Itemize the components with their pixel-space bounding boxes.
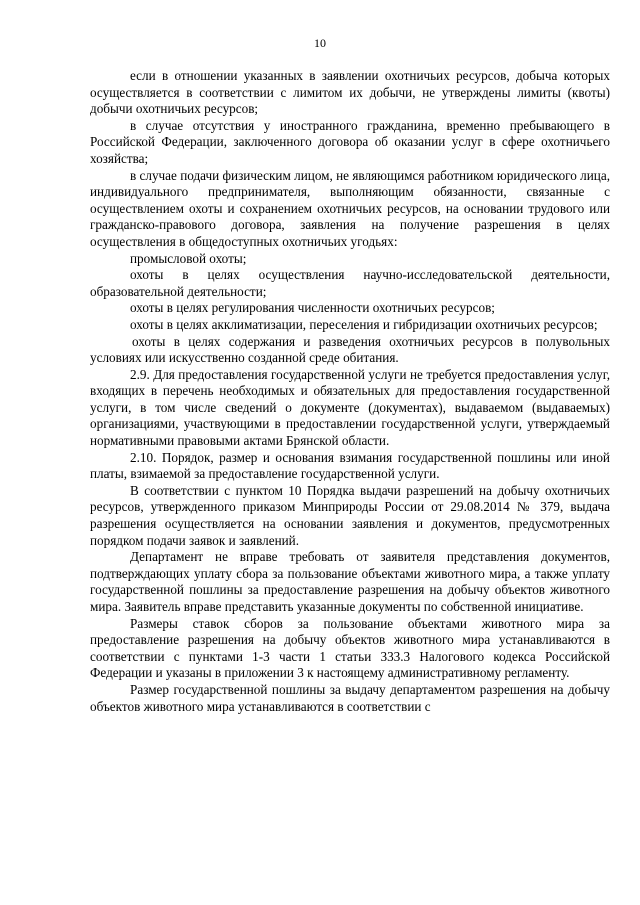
list-item-research-hunting: охоты в целях осуществления научно-исследовательской деятельности, образовательной деятельности; xyxy=(90,267,610,299)
section-2-9: 2.9. Для предоставления государственной услуги не требуется предоставления услуг, входящих в перечень необходимых и обязательных для предоставления государственной услуги, в том числе сведений о документе (документах), выдаваемом (выдаваемых) организациями, участвующими в предоставлении государственной услуги, утверждаемый нормативными правовыми актами Брянской области. xyxy=(90,366,610,449)
list-item-acclimatization: охоты в целях акклиматизации, переселения и гибридизации охотничьих ресурсов; xyxy=(130,316,598,332)
page-number: 10 xyxy=(314,36,326,50)
paragraph-department-rights: Департамент не вправе требовать от заявителя представления документов, подтверждающих уплату сбора за пользование объектами животного мира, а также уплату государственной пошлины за предоставление разрешения на добычу объектов животного мира. Заявитель вправе представить указанные документы по собственной инициативе. xyxy=(90,549,610,614)
body-text xyxy=(90,68,610,715)
paragraph-order-reference: В соответствии с пунктом 10 Порядка выдачи разрешений на добычу охотничьих ресурсов, утвержденного приказом Минприроды России от 29.08.2014 № 379, выдача разрешения осуществляется на основании заявления и документов, предусмотренных порядком подачи заявок и заявлений. xyxy=(90,482,610,548)
list-item-population-control: охоты в целях регулирования численности охотничьих ресурсов; xyxy=(130,300,495,316)
section-2-10: 2.10. Порядок, размер и основания взимания государственной пошлины или иной платы, взимаемой за предоставление государственной услуги. xyxy=(90,449,610,482)
list-item-commercial-hunting: промысловой охоты; xyxy=(130,250,247,266)
paragraph-foreign-citizen: в случае отсутствия у иностранного гражданина, временно пребывающего в Российской Федерации, заключенного договора об оказании услуг в сфере охотничьего хозяйства; xyxy=(90,117,610,166)
list-item-semi-free-conditions: охоты в целях содержания и разведения охотничьих ресурсов в полувольных условиях или искусственно созданной среде обитания. xyxy=(90,333,610,366)
paragraph-fee-rates: Размеры ставок сборов за пользование объектами животного мира за предоставление разрешения на добычу объектов животного мира устанавливаются в соответствии с пунктами 1-3 части 1 статьи 333.3 Налогового кодекса Российской Федерации и указаны в приложении 3 к настоящему административному регламенту. xyxy=(90,615,610,681)
paragraph-limits: если в отношении указанных в заявлении охотничьих ресурсов, добыча которых осуществляется в соответствии с лимитом их добычи, не утверждены лимиты (квоты) добычи охотничьих ресурсов; xyxy=(90,68,610,117)
paragraph-individual-application: в случае подачи физическим лицом, не являющимся работником юридического лица, индивидуального предпринимателя, выполняющим обязанности, связанные с осуществлением охоты и сохранением охотничьих ресурсов, на основании трудового или гражданско-правового договора, заявления на получение разрешения в целях осуществления в общедоступных охотничьих угодьях: xyxy=(90,167,610,249)
paragraph-state-duty: Размер государственной пошлины за выдачу департаментом разрешения на добычу объектов животного мира устанавливаются в соответствии с xyxy=(90,681,610,714)
